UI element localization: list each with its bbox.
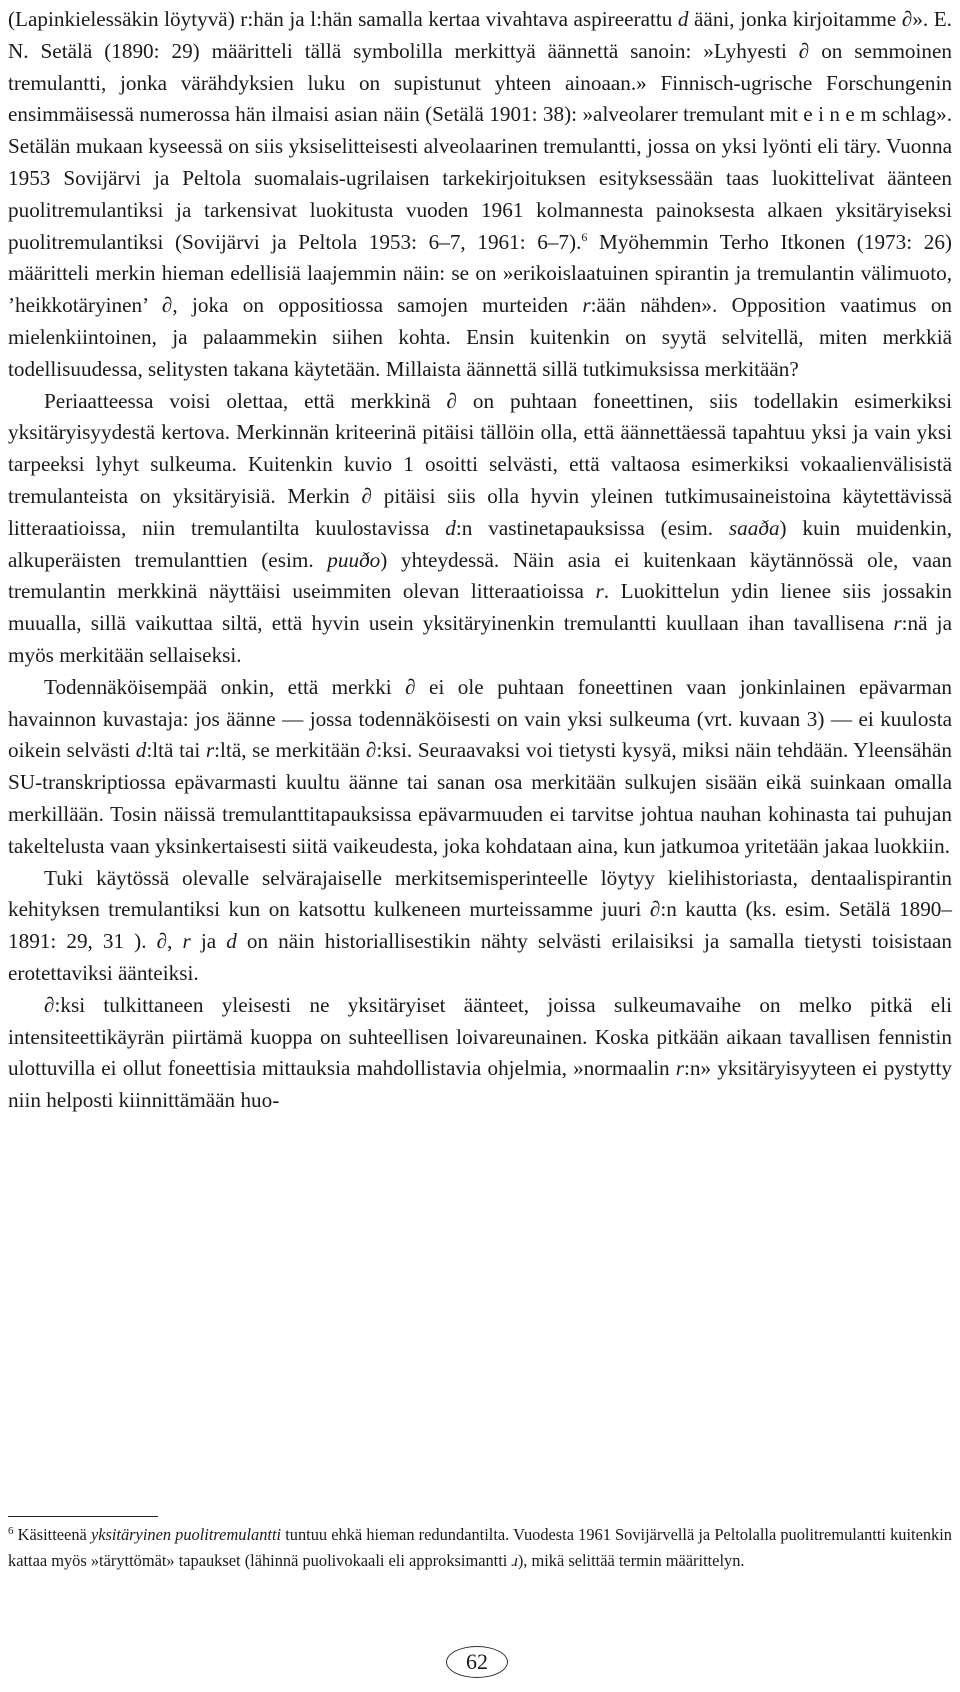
page-number: 62 bbox=[466, 1649, 488, 1674]
text-run: (Lapinkielessäkin löytyvä) r:hän ja l:hän samalla kertaa vivahtava aspireerattu bbox=[8, 7, 678, 31]
footnote-marker: 6 bbox=[8, 1525, 14, 1537]
italic-text: d bbox=[226, 929, 237, 954]
italic-text: yksitäryinen puolitremulantti bbox=[90, 1525, 282, 1544]
italic-text: ∂ bbox=[361, 483, 372, 508]
text-run: :n vastinetapauksissa (esim. bbox=[455, 515, 729, 540]
text-run: tuntuu ehkä hieman redundantilta. Vuodesta 1961 Sovijärvellä ja Peltolalla puolitremulantti kuitenkin kattaa myös »täryttömät» tapaukset (lähinnä puolivokaali eli approksimantti bbox=[8, 1525, 952, 1570]
text-run: :ään nähden». Opposition vaatimus on mielenkiintoinen, ja palaammekin siihen kohta. Ensin kuitenkin on syytä selvitellä, miten merkkiä todellisuudessa, selitysten takana käytetään. Millaista äännettä sillä tutkimuksissa merkitään? bbox=[8, 293, 953, 381]
text-run: ja bbox=[190, 929, 227, 954]
italic-text: ∂ bbox=[405, 674, 416, 699]
footnote-marker: 6 bbox=[581, 229, 588, 244]
italic-text: puuðo bbox=[327, 547, 381, 572]
text-run: :n» yksitäryisyyteen ei pystytty niin helposti kiinnittämään huo- bbox=[8, 1056, 953, 1113]
text-run: Todennäköisempää onkin, että merkki bbox=[44, 674, 406, 699]
text-run: , bbox=[167, 929, 183, 954]
text-run: :ksi. Seuraavaksi voi tietysti kysyä, miksi näin tehdään. Yleensähän SU-transkriptiossa epävarmasti kuultu äänne tai sanan osa merkitään sulkujen sisään eikä suinkaan omalla merkillään. Tosin näissä tremulanttitapauksissa epävarmuuden ei tarvitse johtua nauhan kohinasta tai puhujan takeltelusta vaan yksinkertaisesti siitä vaikeudesta, joka kohdataan aina, kun jatkumoa yritetään jakaa luokkiin. bbox=[8, 738, 952, 858]
paragraph-3 bbox=[8, 672, 952, 863]
italic-text: saaða bbox=[728, 515, 780, 540]
italic-text: ɹ bbox=[511, 1551, 518, 1570]
italic-text: d bbox=[677, 7, 689, 31]
paragraph-2 bbox=[8, 386, 952, 672]
italic-text: ∂ bbox=[446, 388, 457, 413]
italic-text: d bbox=[445, 515, 456, 540]
text-run: Tuki käytössä olevalle selvärajaiselle merkitsemisperinteelle löytyy kielihistoriasta, dentaalispirantin kehityksen tremulantiksi kun on katsottu kulkeneen murteissamme juuri bbox=[8, 865, 952, 922]
paragraph-4 bbox=[8, 863, 952, 990]
text-run: pitäisi siis olla hyvin yleinen tutkimusaineistoina käytettävissä litteraatioissa, niin tremulantilta kuulostavissa bbox=[8, 483, 952, 540]
text-run: Myöhemmin Terho Itkonen (1973: 26) määritteli merkin hieman edellisiä laajemmin näin: se on »erikoislaatuinen spirantin ja tremulantin välimuoto, ’heikkotäryinen’ ∂, joka on oppositiossa samojen murteiden bbox=[8, 229, 952, 318]
italic-text: r bbox=[595, 579, 604, 604]
text-run: :n kautta (ks. esim. Setälä 1890–1891: 29, 31 ). bbox=[8, 897, 952, 954]
footnote-6 bbox=[8, 1522, 952, 1574]
italic-text: d bbox=[135, 738, 147, 763]
text-run: ääni, jonka kirjoitamme ∂». E. N. Setälä (1890: 29) määritteli tällä symbolilla merkittyä äännettä sanoin: »Lyhyesti ∂ on semmoinen tremulantti, jonka värähdyksien luku on supistunut yhteen ainoaan.» Finnisch-ugrische Forschungenin ensimmäisessä numerossa hän ilmaisi asian näin (Setälä 1901: 38): »alveolarer tremulant mit e i n e m schlag». Setälän mukaan kyseessä on siis yksiselitteisesti alveolaarinen tremulantti, jossa on yksi lyönti eli täry. Vuonna 1953 Sovijärvi ja Peltola suomalais-ugrilaisen tarkekirjoituksen esityksessään taas luokittelivat äänteen puolitremulantiksi ja tarkensivat luokitusta vuoden 1961 kolmannesta painoksesta alkaen yksitäryiseksi puolitremulantiksi (Sovijärvi ja Peltola 1953: 6–7, 1961: 6–7). bbox=[8, 7, 952, 254]
italic-text: ∂ bbox=[649, 897, 661, 922]
paragraph-1 bbox=[8, 4, 952, 386]
text-run: :ksi tulkittaneen yleisesti ne yksitäryiset äänteet, joissa sulkeumavaihe on melko pitkä eli intensiteettikäyrän piirtämä kuoppa on suhteellisen loivareunainen. Koska pitkään aikaan tavallisen fennistin ulottuvilla ei ollut foneettisia mittauksia mahdollistavia ohjelmia, »normaalin bbox=[8, 992, 952, 1081]
text-run: on näin historiallisestikin nähty selvästi erilaisiksi ja samalla tietysti toisistaan erotettaviksi äänteiksi. bbox=[8, 929, 952, 985]
text-run: :nä ja myös merkitään sellaiseksi. bbox=[8, 611, 952, 667]
document-page bbox=[8, 0, 953, 1570]
italic-text: r bbox=[182, 929, 191, 954]
text-run: ei ole puhtaan foneettinen vaan jonkinlainen epävarman havainnon kuvastaja: jos äänne — jossa todennäköisesti on vain yksi sulkeuma (vrt. kuvaan 3) — ei kuulosta oikein selvästi bbox=[8, 674, 952, 763]
text-run: :ltä tai bbox=[146, 738, 206, 763]
italic-text: r bbox=[893, 611, 902, 636]
text-run: on puhtaan foneettinen, siis todellakin esimerkiksi yksitäryisyydestä kertova. Merkinnän kriteerinä pitäisi tällöin olla, että äännettäessä tapahtuu yksi ja vain yksi tarpeeksi lyhyt sulkeuma. Kuitenkin kuvio 1 osoitti selvästi, että valtaosa esimerkiksi vokaalienvälisistä tremulanteista on yksitäryisiä. Merkin bbox=[8, 388, 952, 508]
body-text bbox=[8, 4, 952, 1117]
italic-text: ∂ bbox=[156, 929, 168, 954]
text-run: :ltä, se merkitään bbox=[214, 738, 366, 763]
text-run: ) yhteydessä. Näin asia ei kuitenkaan käytännössä ole, vaan tremulantin merkkinä näyttäisi useimmiten olevan litteraatioissa bbox=[8, 547, 952, 604]
footnote-divider bbox=[8, 1516, 158, 1517]
italic-text: r bbox=[205, 738, 215, 763]
paragraph-5 bbox=[8, 990, 952, 1117]
italic-text: r bbox=[675, 1056, 684, 1081]
italic-text: ∂ bbox=[44, 992, 55, 1017]
text-run: . Luokittelun ydin lienee siis jossakin muualla, sillä vaikuttaa siltä, että hyvin usein yksitäryinenkin tremulantti kuullaan ihan tavallisena bbox=[8, 579, 952, 636]
italic-text: r bbox=[582, 293, 591, 318]
page-number-badge bbox=[446, 1646, 508, 1678]
italic-text: ∂ bbox=[365, 738, 377, 763]
text-run: Periaatteessa voisi olettaa, että merkkinä bbox=[44, 388, 447, 413]
text-run: Käsitteenä bbox=[13, 1525, 91, 1544]
text-run: ) kuin muidenkin, alkuperäisten tremulanttien (esim. bbox=[8, 515, 952, 572]
text-run: ), mikä selittää termin määrittelyn. bbox=[517, 1551, 745, 1570]
